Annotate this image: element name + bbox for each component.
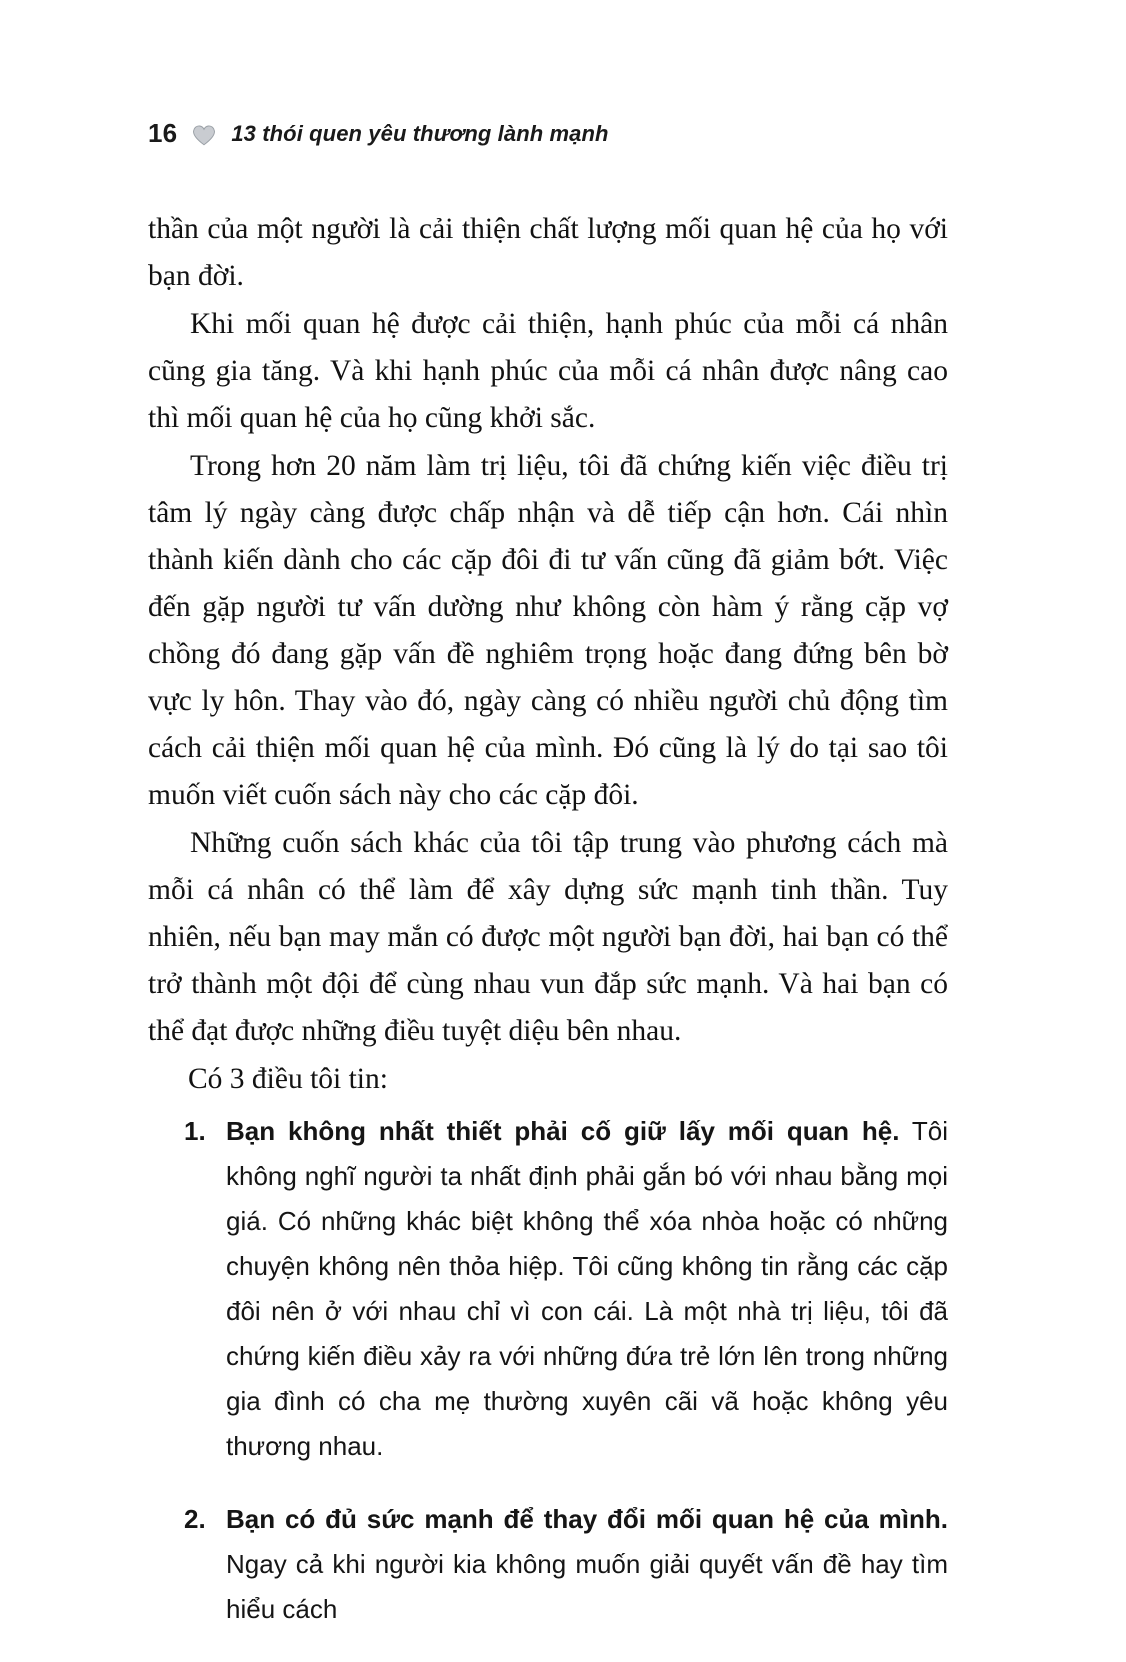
body-content — [148, 206, 948, 1660]
list-item-text: Tôi không nghĩ người ta nhất định phải gắn bó với nhau bằng mọi giá. Có những khác biệt không thể xóa nhòa hoặc có những chuyện không nên thỏa hiệp. Tôi cũng không tin rằng các cặp đôi nên ở với nhau chỉ vì con cái. Là một nhà trị liệu, tôi đã chứng kiến điều xảy ra với những đứa trẻ lớn lên trong những gia đình có cha mẹ thường xuyên cãi vã hoặc không yêu thương nhau. — [226, 1116, 948, 1461]
paragraph: Trong hơn 20 năm làm trị liệu, tôi đã chứng kiến việc điều trị tâm lý ngày càng được chấp nhận và dễ tiếp cận hơn. Cái nhìn thành kiến dành cho các cặp đôi đi tư vấn cũng đã giảm bớt. Việc đến gặp người tư vấn dường như không còn hàm ý rằng cặp vợ chồng đó đang gặp vấn đề nghiêm trọng hoặc đang đứng bên bờ vực ly hôn. Thay vào đó, ngày càng có nhiều người chủ động tìm cách cải thiện mối quan hệ của mình. Đó cũng là lý do tại sao tôi muốn viết cuốn sách này cho các cặp đôi. — [148, 450, 948, 811]
running-head — [148, 118, 609, 149]
list-item — [148, 1497, 948, 1632]
list-item-bold-lead: Bạn có đủ sức mạnh để thay đổi mối quan hệ của mình. — [226, 1504, 948, 1534]
paragraph: Khi mối quan hệ được cải thiện, hạnh phúc của mỗi cá nhân cũng gia tăng. Và khi hạnh phúc của mỗi cá nhân được nâng cao thì mối quan hệ của họ cũng khởi sắc. — [148, 308, 948, 434]
page-number: 16 — [148, 118, 178, 148]
list-item — [148, 1109, 948, 1469]
paragraph-continued: thần của một người là cải thiện chất lượng mối quan hệ của họ với bạn đời. — [148, 213, 948, 292]
paragraph: Những cuốn sách khác của tôi tập trung vào phương cách mà mỗi cá nhân có thể làm để xây dựng sức mạnh tinh thần. Tuy nhiên, nếu bạn may mắn có được một người bạn đời, hai bạn có thể trở thành một đội để cùng nhau vun đắp sức mạnh. Và hai bạn có thể đạt được những điều tuyệt diệu bên nhau. — [148, 827, 948, 1047]
numbered-list — [148, 1109, 948, 1632]
heart-icon — [191, 122, 217, 148]
list-item-text: Ngay cả khi người kia không muốn giải quyết vấn đề hay tìm hiểu cách — [226, 1549, 948, 1624]
running-title: 13 thói quen yêu thương lành mạnh — [231, 120, 609, 146]
list-lead-in: Có 3 điều tôi tin: — [188, 1063, 388, 1095]
list-item-bold-lead: Bạn không nhất thiết phải cố giữ lấy mối quan hệ. — [226, 1116, 900, 1146]
list-item-marker: 1. — [184, 1116, 206, 1146]
list-item-marker: 2. — [184, 1504, 206, 1534]
